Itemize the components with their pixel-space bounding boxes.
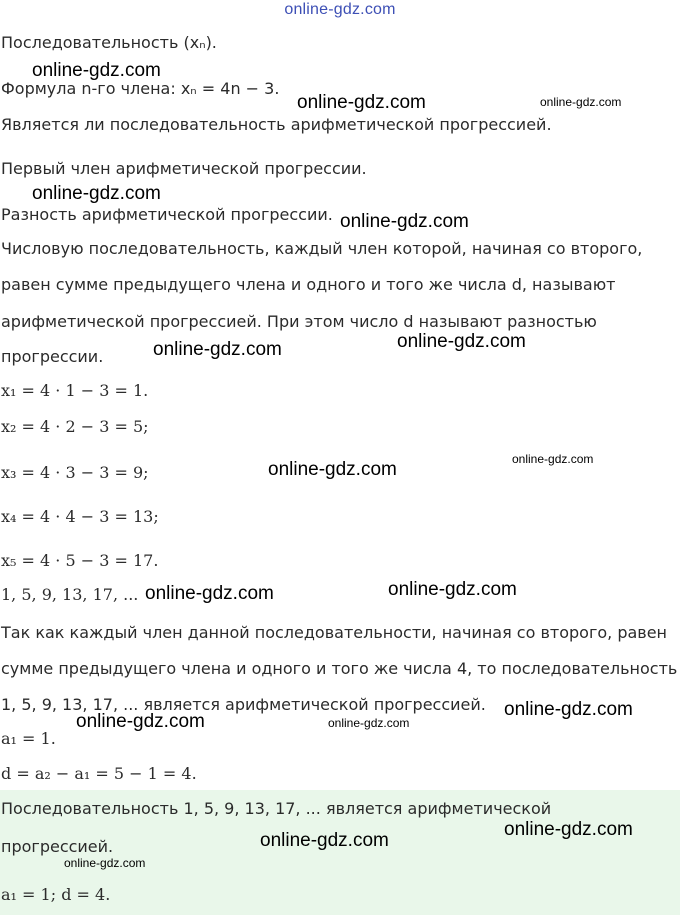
watermark: online-gdz.com	[76, 711, 205, 732]
term-calculation: x₃ = 4 · 3 − 3 = 9;	[1, 463, 149, 482]
watermark: online-gdz.com	[64, 856, 146, 870]
term-calculation: x₂ = 4 · 2 − 3 = 5;	[1, 417, 149, 436]
definition-line: Числовую последовательность, каждый член которой, начиная со второго,	[1, 239, 643, 258]
question-progression: Является ли последовательность арифметической прогрессией.	[1, 115, 552, 134]
top-watermark: online-gdz.com	[284, 1, 396, 18]
given-formula: Формула n-го члена: xₙ = 4n − 3.	[1, 79, 280, 98]
term-calculation: x₁ = 4 · 1 − 3 = 1.	[1, 381, 149, 400]
answer-values: a₁ = 1; d = 4.	[1, 885, 111, 904]
watermark: online-gdz.com	[260, 830, 389, 851]
difference-calculation: d = a₂ − a₁ = 5 − 1 = 4.	[1, 764, 197, 783]
watermark: online-gdz.com	[540, 95, 622, 109]
given-sequence: Последовательность (xₙ).	[1, 33, 217, 52]
sequence-list: 1, 5, 9, 13, 17, ...	[1, 585, 139, 604]
answer-line: Последовательность 1, 5, 9, 13, 17, ... является арифметической	[1, 799, 552, 818]
watermark: online-gdz.com	[328, 716, 410, 730]
watermark: online-gdz.com	[297, 92, 426, 113]
definition-line: равен сумме предыдущего члена и одного и того же числа d, называют	[1, 275, 616, 294]
watermark: online-gdz.com	[504, 699, 633, 720]
watermark: online-gdz.com	[397, 331, 526, 352]
watermark: online-gdz.com	[340, 211, 469, 232]
watermark: online-gdz.com	[268, 459, 397, 480]
question-difference: Разность арифметической прогрессии.	[1, 205, 333, 224]
conclusion-line: 1, 5, 9, 13, 17, ... является арифметической прогрессией.	[1, 695, 486, 714]
question-first-term: Первый член арифметической прогрессии.	[1, 159, 367, 178]
answer-line: прогрессией.	[1, 837, 114, 856]
watermark: online-gdz.com	[388, 579, 517, 600]
term-calculation: x₅ = 4 · 5 − 3 = 17.	[1, 551, 159, 570]
conclusion-line: Так как каждый член данной последовательности, начиная со второго, равен	[1, 623, 668, 642]
conclusion-line: сумме предыдущего члена и одного и того же числа 4, то последовательность	[1, 659, 678, 678]
watermark: online-gdz.com	[32, 183, 161, 204]
watermark: online-gdz.com	[145, 583, 274, 604]
watermark: online-gdz.com	[153, 339, 282, 360]
watermark: online-gdz.com	[512, 452, 594, 466]
term-calculation: x₄ = 4 · 4 − 3 = 13;	[1, 507, 159, 526]
watermark: online-gdz.com	[504, 819, 633, 840]
first-term: a₁ = 1.	[1, 729, 56, 748]
watermark: online-gdz.com	[32, 60, 161, 81]
definition-line: арифметической прогрессией. При этом число d называют разностью	[1, 312, 597, 331]
definition-line: прогрессии.	[1, 347, 104, 366]
